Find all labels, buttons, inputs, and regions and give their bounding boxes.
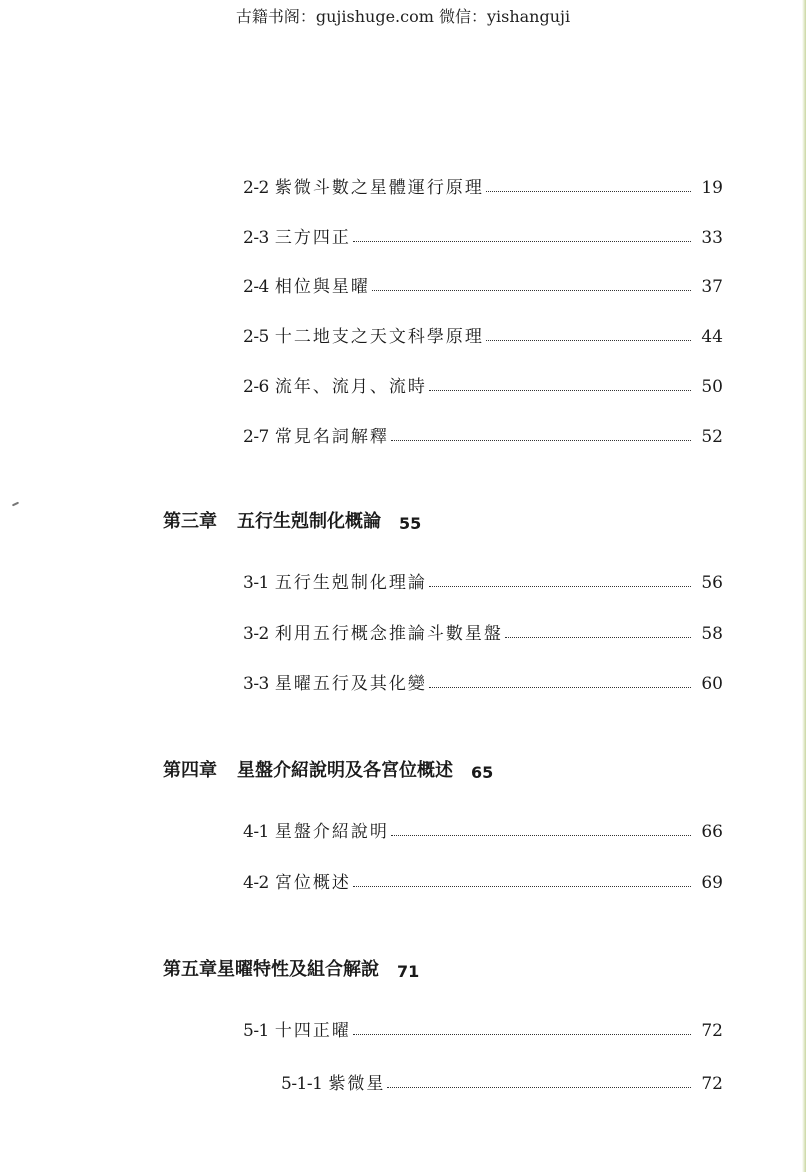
toc-entry-5-1[interactable] xyxy=(243,1015,723,1041)
toc-entry-number: 2-7 xyxy=(243,427,269,447)
toc-entry-page: 56 xyxy=(701,573,723,593)
chapter-title: 星盤介紹說明及各宮位概述 xyxy=(237,760,453,781)
toc-entry-page: 72 xyxy=(701,1021,723,1041)
toc-entry-title: 利用五行概念推論斗數星盤 xyxy=(274,624,503,644)
chapter-heading-5[interactable] xyxy=(163,953,419,981)
toc-entry-title: 紫微星 xyxy=(328,1074,386,1094)
toc-entry-title: 相位與星曜 xyxy=(274,277,370,297)
dot-leader xyxy=(372,289,691,291)
dot-leader xyxy=(429,389,691,391)
chapter-title: 五行生剋制化概論 xyxy=(237,511,381,532)
toc-entry-title: 宮位概述 xyxy=(274,873,351,893)
toc-entry-number: 4-1 xyxy=(243,822,269,842)
toc-entry-4-2[interactable] xyxy=(243,867,723,893)
toc-entry-2-3[interactable] xyxy=(243,222,723,248)
toc-entry-page: 37 xyxy=(701,277,723,297)
chapter-page: 65 xyxy=(471,763,494,782)
dot-leader xyxy=(429,686,691,688)
toc-entry-number: 2-5 xyxy=(243,327,269,347)
dot-leader xyxy=(505,636,691,638)
toc-entry-3-3[interactable] xyxy=(243,668,723,694)
toc-entry-2-4[interactable] xyxy=(243,271,723,297)
chapter-page: 71 xyxy=(397,962,420,981)
toc-entry-number: 4-2 xyxy=(243,873,269,893)
chapter-label: 第四章 xyxy=(163,760,217,781)
dot-leader xyxy=(486,339,691,341)
toc-entry-number: 2-3 xyxy=(243,228,269,248)
toc-entry-number: 3-1 xyxy=(243,573,269,593)
dot-leader xyxy=(429,585,691,587)
dot-leader xyxy=(387,1086,691,1088)
toc-entry-3-1[interactable] xyxy=(243,567,723,593)
watermark-header: 古籍书阁：gujishuge.com 微信：yishanguji xyxy=(235,7,571,26)
dot-leader xyxy=(353,885,691,887)
chapter-page: 55 xyxy=(399,514,422,533)
toc-entry-number: 2-6 xyxy=(243,377,269,397)
toc-entry-page: 72 xyxy=(701,1074,723,1094)
toc-entry-3-2[interactable] xyxy=(243,618,723,644)
toc-entry-number: 5-1-1 xyxy=(281,1074,323,1094)
toc-entry-2-7[interactable] xyxy=(243,421,723,447)
toc-entry-page: 52 xyxy=(701,427,723,447)
chapter-label: 第三章 xyxy=(163,511,217,532)
toc-entry-page: 60 xyxy=(701,674,723,694)
toc-entry-page: 66 xyxy=(701,822,723,842)
page-edge-shadow xyxy=(802,0,806,1172)
toc-entry-number: 2-2 xyxy=(243,178,269,198)
dot-leader xyxy=(353,240,691,242)
toc-entry-title: 星盤介紹說明 xyxy=(274,822,389,842)
toc-entry-title: 常見名詞解釋 xyxy=(274,427,389,447)
toc-entry-title: 三方四正 xyxy=(274,228,351,248)
toc-entry-number: 3-3 xyxy=(243,674,269,694)
toc-entry-5-1-1[interactable] xyxy=(281,1068,723,1094)
toc-entry-page: 44 xyxy=(701,327,723,347)
dot-leader xyxy=(391,439,691,441)
dot-leader xyxy=(486,190,691,192)
toc-entry-2-2[interactable] xyxy=(243,172,723,198)
scan-speck xyxy=(12,502,19,507)
toc-entry-number: 5-1 xyxy=(243,1021,269,1041)
toc-entry-title: 星曜五行及其化變 xyxy=(274,674,427,694)
toc-entry-4-1[interactable] xyxy=(243,816,723,842)
chapter-title: 星曜特性及組合解說 xyxy=(217,959,379,980)
toc-entry-page: 58 xyxy=(701,624,723,644)
chapter-label: 第五章 xyxy=(163,959,217,980)
toc-entry-title: 十四正曜 xyxy=(274,1021,351,1041)
toc-entry-number: 3-2 xyxy=(243,624,269,644)
chapter-heading-3[interactable] xyxy=(163,505,421,533)
toc-entry-title: 十二地支之天文科學原理 xyxy=(274,327,484,347)
toc-entry-2-6[interactable] xyxy=(243,371,723,397)
toc-entry-page: 69 xyxy=(701,873,723,893)
toc-entry-page: 33 xyxy=(701,228,723,248)
toc-entry-number: 2-4 xyxy=(243,277,269,297)
dot-leader xyxy=(353,1033,691,1035)
dot-leader xyxy=(391,834,691,836)
toc-entry-title: 流年、流月、流時 xyxy=(274,377,427,397)
toc-entry-page: 19 xyxy=(701,178,723,198)
toc-entry-title: 紫微斗數之星體運行原理 xyxy=(274,178,484,198)
toc-entry-title: 五行生剋制化理論 xyxy=(274,573,427,593)
toc-entry-2-5[interactable] xyxy=(243,321,723,347)
toc-entry-page: 50 xyxy=(701,377,723,397)
chapter-heading-4[interactable] xyxy=(163,754,493,782)
